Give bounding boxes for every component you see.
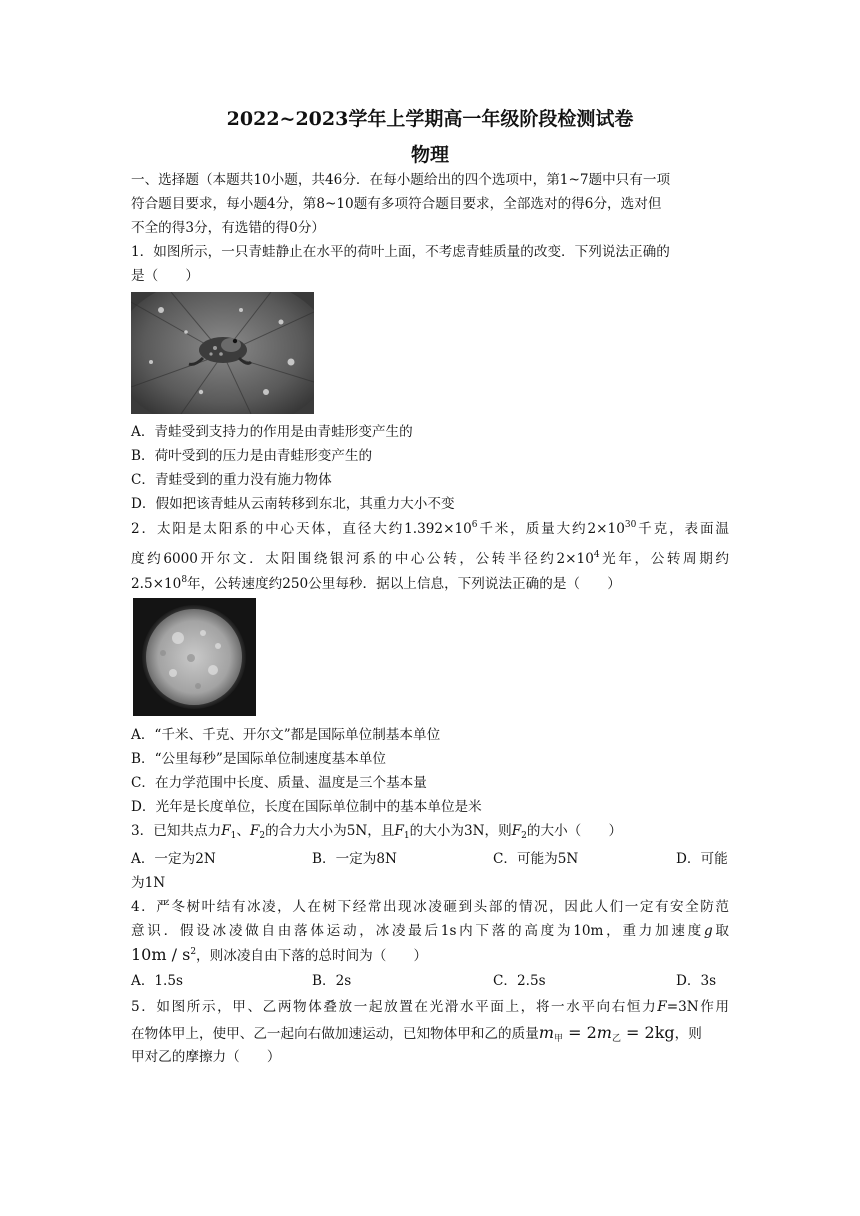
q3-option-d-continued: 为1N	[131, 875, 166, 891]
frog-on-lotus-leaf-image	[131, 292, 314, 414]
sun-image	[133, 598, 256, 716]
section-intro-line3: 不全的得3分，有选错的得0分）	[131, 220, 326, 236]
q4-stem-line1: 4．严冬树叶结有冰凌，人在树下经常出现冰凌砸到头部的情况，因此人们一定有安全防范	[131, 899, 729, 915]
q3-option-a: A．一定为2N	[131, 851, 216, 867]
q3-option-b: B．一定为8N	[312, 851, 397, 867]
q2-option-b: B．“公里每秒”是国际单位制速度基本单位	[131, 751, 386, 767]
q1-option-a: A．青蛙受到支持力的作用是由青蛙形变产生的	[131, 424, 413, 440]
q3-option-c: C．可能为5N	[493, 851, 579, 867]
q1-option-d: D．假如把该青蛙从云南转移到东北，其重力大小不变	[131, 496, 455, 512]
q2-stem-line1: 2．太阳是太阳系的中心天体，直径大约$1.392\times 10^6$千米，质量大约$2\times 10^{30}$千克，表面温	[131, 520, 730, 537]
exam-title: 2022~2023学年上学期高一年级阶段检测试卷	[226, 108, 634, 130]
q2-option-a: A．“千米、千克、开尔文”都是国际单位制基本单位	[131, 727, 441, 743]
q4-option-c: C．2.5s	[493, 973, 546, 989]
q1-stem-line2: 是（ ）	[131, 268, 199, 284]
q4-option-d: D．3s	[676, 973, 717, 989]
q5-stem-line3: 甲对乙的摩擦力（ ）	[131, 1049, 281, 1065]
q1-option-c: C．青蛙受到的重力没有施力物体	[131, 472, 332, 488]
q4-stem-line2: 意识．假设冰凌做自由落体运动，冰凌最后1s内下落的高度为10m，重力加速度g取	[131, 923, 730, 939]
q2-stem-line2: 度约6000开尔文．太阳围绕银河系的中心公转，公转半径约$2\times 10^4$光年，公转周期约	[131, 550, 730, 567]
subject-title: 物理	[410, 144, 449, 166]
q4-option-a: A．1.5s	[131, 973, 184, 989]
q2-stem-line3: $2.5\times 10^8$年，公转速度约250公里每秒．据以上信息，下列说法正确的是（ ）	[131, 575, 621, 592]
q3-option-d: D．可能	[676, 851, 728, 867]
q5-stem-line1: 5．如图所示，甲、乙两物体叠放一起放置在光滑水平面上，将一水平向右恒力F=3N作用	[131, 999, 729, 1015]
section-intro-line2: 符合题目要求，每小题4分，第8~10题有多项符合题目要求，全部选对的得6分，选对但	[131, 196, 662, 212]
q3-stem: 3．已知共点力$F_1$、$F_2$的合力大小为5N，且$F_1$的大小为3N，则$F_2$的大小（ ）	[131, 823, 623, 841]
q4-stem-line3: $10m / s^2$，则冰凌自由下落的总时间为（ ）	[131, 945, 428, 964]
section-intro-line1: 一、选择题（本题共10小题，共46分．在每小题给出的四个选项中，第1~7题中只有一项	[131, 172, 671, 188]
q2-option-d: D．光年是长度单位，长度在国际单位制中的基本单位是米	[131, 799, 482, 815]
q1-option-b: B．荷叶受到的压力是由青蛙形变产生的	[131, 448, 373, 464]
q4-option-b: B．2s	[312, 973, 352, 989]
q5-stem-line2: 在物体甲上，使甲、乙一起向右做加速运动，已知物体甲和乙的质量$m_甲 = 2m_乙 = 2kg$，则	[131, 1023, 702, 1044]
q2-option-c: C．在力学范围中长度、质量、温度是三个基本量	[131, 775, 427, 791]
q1-stem-line1: 1．如图所示，一只青蛙静止在水平的荷叶上面，不考虑青蛙质量的改变．下列说法正确的	[131, 244, 670, 260]
